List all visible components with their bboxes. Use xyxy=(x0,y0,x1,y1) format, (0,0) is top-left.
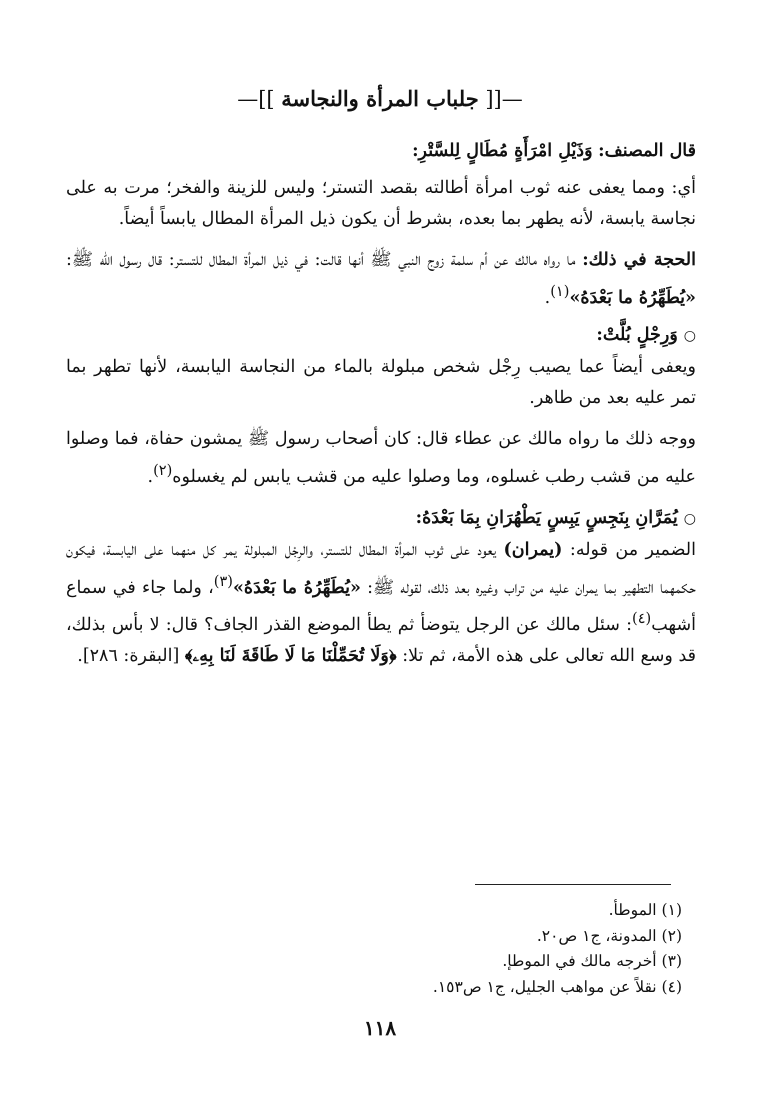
pronoun-paragraph: الضمير من قوله: (يمران) يعود على ثوب المرأة المطال للتستر، والرِجْل المبلولة يمر كل منهما على اليابسة، فيكون حكمهما التطهير بما يمران عليه من تراب وغيره بعد ذلك، لقوله ﷺ: «يُطَهِّرُهُ ما بَعْدَهُ»$^{(٣)}$، ولما جاء في سماع أشهب$^{(٤)}$: سئل مالك عن الرجل يتوضأ ثم يطأ الموضع القذر الجاف؟ قال: لا بأس بذلك، قد وسع الله تعالى على هذه الأمة، ثم تلا: ﴿وَلَا تُحَمِّلْنَا مَا لَا طَاقَةَ لَنَا بِهِۦ﴾ [البقرة: ٢٨٦]. xyxy=(66,539,696,667)
author-label: قال المصنف: xyxy=(598,141,696,161)
hadith-quote: «يُطَهِّرُهُ ما بَعْدَهُ» xyxy=(569,287,696,308)
footnote-2: (٢) المدونة، ج١ ص٢٠. xyxy=(536,926,682,945)
hadith-quote-2: «يُطَهِّرُهُ ما بَعْدَهُ» xyxy=(232,577,361,598)
header-ornament-right: —[[ xyxy=(478,87,523,111)
ataa-paragraph: ووجه ذلك ما رواه مالك عن عطاء قال: كان أصحاب رسول ﷺ يمشون حفاة، فما وصلوا عليه من قشب رطب غسلوه، وما وصلوا عليه من قشب يابس لم يغسلوه$^{(٢)}$. xyxy=(66,428,696,487)
evidence-label: الحجة في ذلك: xyxy=(582,250,697,270)
footnote-3: (٣) أخرجه مالك في الموطإ. xyxy=(502,952,682,970)
footnotes xyxy=(66,898,682,1000)
bullet-icon: ○ xyxy=(683,510,696,527)
footnote-1: (١) الموطأ. xyxy=(608,901,682,919)
page-number: ١١٨ xyxy=(363,1016,397,1040)
matn-line-feet: ○وَرِجْلٍ بُلَّتْ: xyxy=(596,324,696,345)
footnote-ref-2: (٢) xyxy=(153,461,173,479)
feet-paragraph: ويعفى أيضاً عما يصيب رِجْل شخص مبلولة بالماء من النجاسة اليابسة، لأنها تطهر بما تمر عليه بعد من طاهر. xyxy=(66,356,696,408)
footnote-ref-1: (١) xyxy=(550,283,570,300)
footnote-divider xyxy=(475,884,671,885)
commentary-paragraph: أي: ومما يعفى عنه ثوب امرأة أطالته بقصد التستر؛ وليس للزينة والفخر؛ مرت به على نجاسة يابسة، لأنه يطهر بما بعده، بشرط أن يكون ذيل المرأة المطال يابساً أيضاً. xyxy=(66,178,696,229)
author-statement xyxy=(66,136,696,167)
main-text xyxy=(66,136,696,672)
quran-verse: ﴿وَلَا تُحَمِّلْنَا مَا لَا طَاقَةَ لَنَا بِهِۦ﴾ xyxy=(184,646,397,667)
footnote-ref-3: (٣) xyxy=(213,572,233,590)
matn-line-purify: ○يُمَرَّانِ بِنَجِسٍ يَبِسٍ يَطْهُرَانِ بِمَا بَعْدَهُ: xyxy=(415,507,696,528)
bullet-icon: ○ xyxy=(683,327,696,344)
matn-text: وَذَيْلِ امْرَأَةٍ مُطَالٍ لِلسَّتْرِ: xyxy=(412,141,593,161)
chapter-header xyxy=(0,86,760,111)
evidence-text: ما رواه مالك عن أم سلمة زوج النبي ﷺ أنها قالت: في ذيل المرأة المطال للتستر: قال رسول الله ﷺ: xyxy=(66,250,576,270)
header-ornament-left: ]]— xyxy=(237,87,282,111)
footnote-4: (٤) نقلاً عن مواهب الجليل، ج١ ص١٥٣. xyxy=(432,977,682,996)
chapter-title: جلباب المرأة والنجاسة xyxy=(281,86,479,111)
verse-citation: [البقرة: ٢٨٦]. xyxy=(77,646,180,667)
footnote-ref-4: (٤) xyxy=(632,610,652,628)
evidence-paragraph: الحجة في ذلك: ما رواه مالك عن أم سلمة زوج النبي ﷺ أنها قالت: في ذيل المرأة المطال للتستر: قال رسول الله ﷺ: «يُطَهِّرُهُ ما بَعْدَهُ»$^{(١)}$. xyxy=(66,250,697,308)
